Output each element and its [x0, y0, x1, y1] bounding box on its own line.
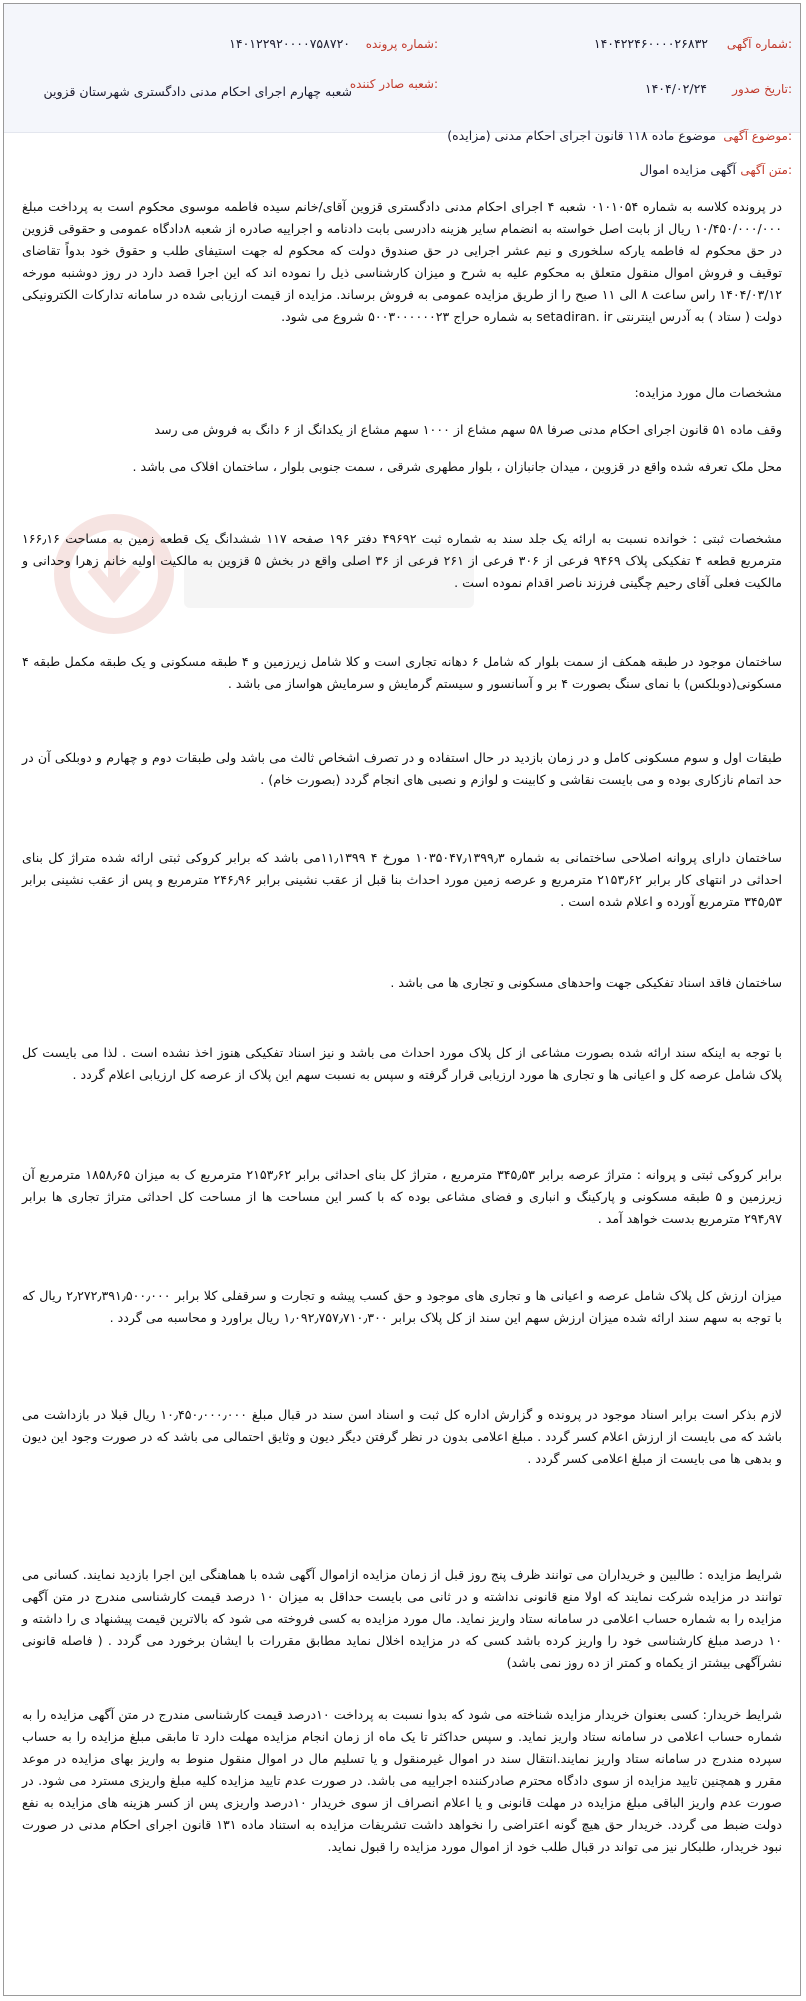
- value-paragraph: میزان ارزش کل پلاک شامل عرصه و اعیانی ها و تجاری های موجود و حق کسب پیشه و تجارت و سرقفلی کلا برابر ۲٫۲۷۲٫۳۹۱٫۵۰۰٫۰۰۰ ریال که با توجه به سهم سند ارائه شده میزان ارزش سهم این سند از کل پلاک برابر ۱٫۰۹۲٫۷۵۷٫۷۱۰٫۳۰۰ ریال براورد و محاسبه می گردد .: [22, 1288, 782, 1325]
- notice-number: ۱۴۰۴۲۲۴۶۰۰۰۰۲۶۸۳۲: [593, 36, 708, 51]
- issuer: شعبه چهارم اجرای احکام مدنی دادگستری شهرستان قزوین: [43, 84, 352, 99]
- case-number: ۱۴۰۱۲۲۹۲۰۰۰۰۷۵۸۷۲۰: [229, 36, 350, 51]
- intro-paragraph: در پرونده کلاسه به شماره ۰۱۰۱۰۵۴ شعبه ۴ اجرای احکام مدنی دادگستری قزوین آقای/خانم سیده فاطمه موسوی محکوم است به پرداخت مبلغ ۱۰/۴۵۰/۰۰۰/۰۰۰ ریال از بابت اصل خواسته به انضمام سایر هزینه دادرسی بابت دادنامه و اجراییه صادره از شعبه ۸دادگاه عمومی و حقوقی قزوین در حق محکوم له فاطمه یارکه سلخوری و نیم عشر اجرایی در حق صندوق دولت که محکوم له جهت استیفای طلب و حقوق خود بدواً تقاضای توقیف و فروش اموال منقول متعلق به محکوم علیه به شرح و میزان کارشناسی ذیل را نموده اند که این اجرا قصد دارد در روز دوشنبه مورخه ۱۴۰۴/۰۳/۱۲ راس ساعت ۸ الی ۱۱ صبح را از طریق مزایده عمومی به فروش برساند. مزایده از قیمت ارزیابی شده در سامانه تدارکات الکترونیکی دولت ( ستاد ) به آدرس اینترنتی setadiran. ir به شماره حراج ۵۰۰۳۰۰۰۰۰۰۲۳ شروع می شود.: [22, 199, 782, 324]
- location-paragraph: محل ملک تعرفه شده واقع در قزوین ، میدان جانبازان ، بلوار مطهری شرقی ، سمت جنوبی بلوار ، ساختمان افلاک می باشد .: [132, 459, 782, 474]
- header-band: [4, 4, 800, 133]
- waqf-paragraph: وقف ماده ۵۱ قانون اجرای احکام مدنی صرفا ۵۸ سهم مشاع از ۱۰۰۰ سهم مشاع از یکدانگ از ۶ دانگ به فروش می رسد: [154, 422, 782, 437]
- subject-label: موضوع آگهی:: [723, 129, 792, 143]
- issuer-label: شعبه صادر کننده:: [349, 77, 438, 91]
- property-spec-heading: مشخصات مال مورد مزایده:: [634, 385, 782, 400]
- auction-terms-paragraph: شرایط مزایده : طالبین و خریداران می توانند ظرف پنج روز قبل از زمان مزایده ازاموال آگهی شده با هماهنگی این اجرا بازدید نمایند. کسانی می توانند در مزایده شرکت نمایند که اولا منع قانونی نداشته و در ثانی می بایست حداقل به میزان ۱۰ درصد قیمت کارشناسی مندرج در متن آگهی مزایده را به شماره حساب اعلامی در سامانه ستاد واریز نماید. مال مورد مزایده به کسی فروخته می شود که بالاترین قیمت پیشنهاد ی را داشته و ۱۰ درصد مبلغ کارشناسی خود را واریز کرده باشد کسی که در مزایده اخلال نماید مطابق مقررات با ایشان برخورد می گردد . ( فاصله قانونی نشرآگهی بیشتر از یکماه و کمتر از ده روز نمی باشد): [22, 1567, 783, 1670]
- body-title-label: متن آگهی:: [740, 163, 792, 177]
- notice-number-label: شماره آگهی:: [726, 37, 792, 51]
- building-paragraph: ساختمان موجود در طبقه همکف از سمت بلوار که شامل ۶ دهانه تجاری است و کلا شامل زیرزمین و ۴ طبقه مسکونی و یک طبقه مکمل طبقه ۴ مسکونی(دوبلکس) با نمای سنگ بصورت ۴ بر و آسانسور و سیستم گرمایش و سرمایش هواساز می باشد .: [22, 654, 782, 691]
- share-paragraph: با توجه به اینکه سند ارائه شده بصورت مشاعی از کل پلاک مورد احداث می باشد و نیز اسناد تفکیکی هنوز اخذ نشده است . لذا می بایست کل پلاک شامل عرصه کل و اعیانی ها و تجاری ها مورد ارزیابی قرار گرفته و سپس به نسبت سهم این پلاک از عرصه کل ارزیابی اعلام گردد .: [22, 1045, 782, 1082]
- buyer-terms-paragraph: شرایط خریدار: کسی بعنوان خریدار مزایده شناخته می شود که بدوا نسبت به پرداخت ۱۰درصد قیمت کارشناسی مندرج در متن آگهی مزایده را به شماره حساب اعلامی در سامانه ستاد واریز نماید. و سپس حداکثر تا یک ماه از زمان انجام مزایده مهلت دارد تا مابقی مبلغ مزایده را به حساب سپرده مندرج در سامانه ستاد واریز نمایند.انتقال سند در اموال غیرمنقول و یا تسلیم مال در اموال منقول منوط به واریز بهای مزایده در موعد مقرر و همچنین تایید مزایده از سوی دادگاه محترم صادرکننده اجراییه می باشد. در صورت عدم تایید مزایده کلیه مبلغ واریزی مسترد می شود. در صورت عدم واریز الباقی مبلغ مزایده در مهلت قانونی و یا اعلام انصراف از سوی خریدار ۱۰درصد واریزی پس از کسر هزینه های مزایده به نفع دولت ضبط می گردد. خریدار حق هیچ گونه اعتراضی را نخواهد داشت تشریفات مزایده به استناد ماده ۱۳۱ قانون اجرای احکام مدنی در صورت نبود خریدار، طلبکار نیز می تواند در قبال طلب خود از اموال مورد مزایده را قبول نماید.: [22, 1707, 782, 1854]
- notice-page: [3, 3, 801, 1996]
- area-paragraph: برابر کروکی ثبتی و پروانه : متراژ عرصه برابر ۳۴۵٫۵۳ مترمربع ، متراژ کل بنای احداثی برابر ۲۱۵۳٫۶۲ مترمربع ک به میزان ۱۸۵۸٫۶۵ مترمربع آن زیرزمین و ۵ طبقه مسکونی و پارکینگ و انباری و فضای مشاعی بوده که با کسر این مساحت ها از مساحت کل احداثی متراژ تجاری ها برابر ۲۹۴٫۹۷ مترمربع بدست خواهد آمد .: [22, 1167, 783, 1226]
- floors-paragraph: طبقات اول و سوم مسکونی کامل و در زمان بازدید در حال استفاده و در تصرف اشخاص ثالث می باشد ولی طبقات دوم و چهارم و دوبلکی آن در حد اتمام نازکاری بوده و می بایست نقاشی و کابینت و لوازم و نصبی های انجام گردد (بصورت خام) .: [22, 750, 782, 787]
- issue-date: ۱۴۰۴/۰۲/۲۴: [644, 81, 707, 96]
- subject-text: موضوع ماده ۱۱۸ قانون اجرای احکام مدنی (مزایده): [447, 128, 716, 143]
- registration-paragraph: مشخصات ثبتی : خوانده نسبت به ارائه یک جلد سند به شماره ثبت ۴۹۶۹۲ دفتر ۱۹۶ صفحه ۱۱۷ ششدانگ یک قطعه زمین به مساحت ۱۶۶٫۱۶ مترمربع قطعه ۴ تفکیکی پلاک ۹۴۶۹ فرعی از ۳۰۶ فرعی از ۲۶۱ فرعی از ۳۶ اصلی واقع در بخش ۵ قزوین به مالکیت اولیه خانم زهرا وحدانی و مالکیت فعلی آقای رحیم چگینی فرزند ناصر اقدام نموده است .: [22, 531, 783, 590]
- issue-date-label: تاریخ صدور:: [732, 82, 792, 96]
- note-paragraph: لازم بذکر است برابر اسناد موجود در پرونده و گزارش اداره کل ثبت و اسناد اسن سند در قبال مبلغ ۱۰٫۴۵۰٫۰۰۰٫۰۰۰ ریال قبلا در بازداشت می باشد که می بایست از ارزش اعلام کسر گردد . مبلغ اعلامی بدون در نظر گرفتن دیگر دیون و وثایق احتمالی می باشد که در صورت وجود این دیون و بدهی ها می بایست از مبلغ اعلامی کسر گردد .: [22, 1407, 782, 1466]
- permit-paragraph: ساختمان دارای پروانه اصلاحی ساختمانی به شماره ۱۰۳۵۰۴۷٫۱۳۹۹٫۳ مورخ ۴ ۱۱٫۱۳۹۹می باشد که برابر کروکی ثبتی ارائه شده متراژ کل بنای احداثی در انتهای کار برابر ۲۱۵۳٫۶۲ مترمربع و عرصه زمین مورد احداث بنا قبل از عقب نشینی برابر ۲۴۶٫۹۶ مترمربع و پس از عقب نشینی برابر ۳۴۵٫۵۳ مترمربع آورده و اعلام شده است .: [22, 850, 782, 909]
- case-number-label: شماره پرونده:: [365, 37, 438, 51]
- body-title: آگهی مزایده اموال: [639, 162, 736, 177]
- no-deed-paragraph: ساختمان فاقد اسناد تفکیکی جهت واحدهای مسکونی و تجاری ها می باشد .: [390, 975, 782, 990]
